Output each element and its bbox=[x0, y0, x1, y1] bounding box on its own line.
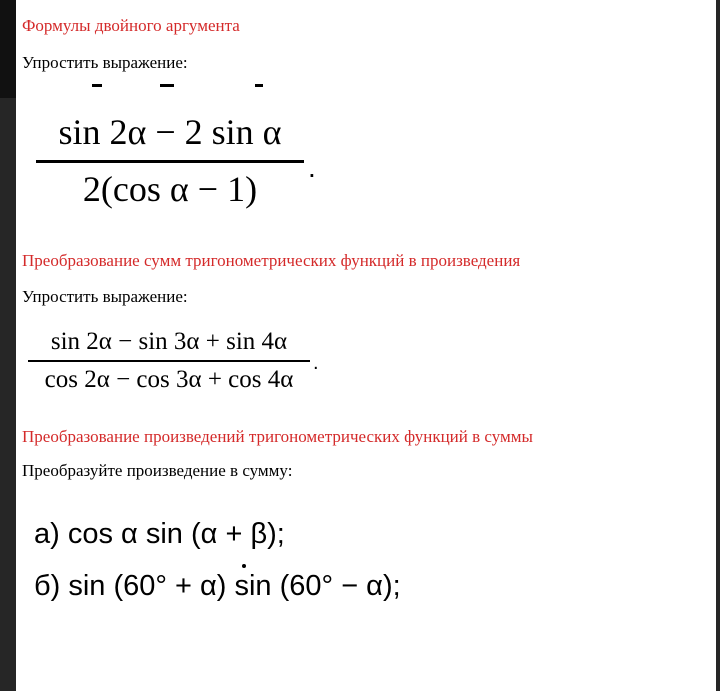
fraction-denominator: cos 2α − cos 3α + cos 4α bbox=[44, 366, 294, 393]
scan-artifact bbox=[160, 84, 174, 87]
task-simplify-2: Упростить выражение: bbox=[22, 287, 188, 306]
right-dark-margin bbox=[716, 0, 720, 691]
scan-artifact bbox=[92, 84, 102, 87]
left-dark-margin-top bbox=[0, 0, 16, 98]
fraction-denominator: 2(cos α − 1) bbox=[82, 169, 258, 209]
fraction-bar bbox=[36, 160, 304, 163]
section-heading-sum-to-product: Преобразование сумм тригонометрических функций в произведения bbox=[22, 251, 521, 270]
scan-artifact bbox=[255, 84, 263, 87]
task-transform-product: Преобразуйте произведение в сумму: bbox=[22, 461, 293, 480]
section-heading-double-argument: Формулы двойного аргумента bbox=[22, 16, 240, 35]
fraction-expression-2 bbox=[28, 329, 310, 392]
left-dark-margin bbox=[0, 0, 16, 691]
fraction-numerator: sin 2α − sin 3α + sin 4α bbox=[50, 328, 288, 355]
fraction-numerator: sin 2α − 2 sin α bbox=[58, 112, 282, 152]
exercise-item-b: б) sin (60° + α) sin (60° − α); bbox=[34, 570, 401, 602]
fraction-expression-1 bbox=[36, 114, 304, 207]
task-simplify-1: Упростить выражение: bbox=[22, 53, 188, 72]
fraction-period: . bbox=[313, 352, 319, 374]
section-heading-product-to-sum: Преобразование произведений тригонометрических функций в суммы bbox=[22, 427, 533, 446]
scan-artifact bbox=[242, 564, 246, 568]
exercise-item-a: а) cos α sin (α + β); bbox=[34, 518, 285, 550]
fraction-period: . bbox=[308, 152, 316, 183]
fraction-bar bbox=[28, 360, 310, 362]
